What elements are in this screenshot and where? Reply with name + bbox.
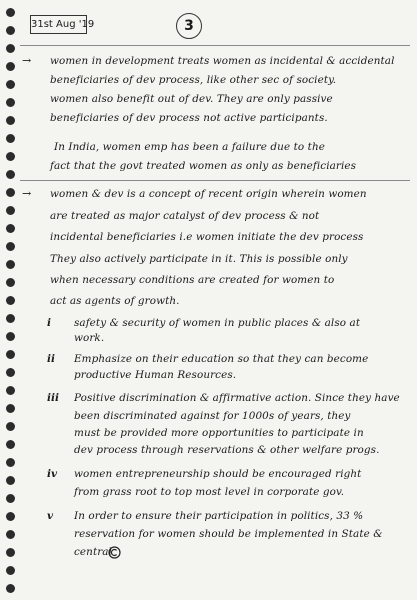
- text-line: In India, women emp has been a failure due to the: [54, 141, 325, 153]
- text-line: incidental beneficiaries i.e women initiate the dev process: [50, 231, 364, 243]
- point-numeral: i: [47, 317, 51, 329]
- point-numeral: ii: [47, 353, 55, 365]
- binding-hole: [6, 584, 15, 593]
- point-numeral: iii: [47, 392, 59, 404]
- binding-hole: [6, 512, 15, 521]
- binding-hole: [6, 404, 15, 413]
- binding-hole: [6, 350, 15, 359]
- text-line: beneficiaries of dev process not active participants.: [50, 112, 328, 124]
- text-line: fact that the govt treated women as only as beneficiaries: [50, 160, 357, 172]
- text-line: beneficiaries of dev process, like other sec of society.: [50, 74, 337, 86]
- text-line: when necessary conditions are created for women to: [50, 274, 335, 286]
- text-line: are treated as major catalyst of dev process & not: [50, 210, 320, 222]
- arrow-icon: →: [22, 187, 32, 200]
- text-line: from grass root to top most level in corporate gov.: [74, 486, 345, 498]
- page-number: 3: [176, 13, 202, 39]
- binding-hole: [6, 188, 15, 197]
- binding-hole: [6, 368, 15, 377]
- binding-hole: [6, 548, 15, 557]
- text-line: women entrepreneurship should be encouraged right: [74, 468, 362, 480]
- text-line: safety & security of women in public places & also at: [74, 317, 361, 329]
- binding-hole: [6, 314, 15, 323]
- binding-hole: [6, 332, 15, 341]
- text-line: women also benefit out of dev. They are only passive: [50, 93, 333, 105]
- text-line: been discriminated against for 1000s of years, they: [74, 410, 351, 422]
- spiral-binding: [6, 8, 18, 598]
- point-numeral: iv: [47, 468, 58, 480]
- binding-hole: [6, 170, 15, 179]
- binding-hole: [6, 8, 15, 17]
- binding-hole: [6, 278, 15, 287]
- text-line: act as agents of growth.: [50, 295, 180, 307]
- binding-hole: [6, 98, 15, 107]
- binding-hole: [6, 242, 15, 251]
- binding-hole: [6, 530, 15, 539]
- divider-line: [20, 180, 410, 181]
- text-line: productive Human Resources.: [74, 369, 237, 381]
- binding-hole: [6, 422, 15, 431]
- text-line: central: [74, 546, 113, 558]
- binding-hole: [6, 224, 15, 233]
- point-numeral: v: [47, 510, 54, 522]
- text-line: must be provided more opportunities to participate in: [74, 427, 364, 439]
- text-line: They also actively participate in it. This is possible only: [50, 253, 348, 265]
- binding-hole: [6, 566, 15, 575]
- binding-hole: [6, 206, 15, 215]
- text-line: In order to ensure their participation in politics, 33 %: [74, 510, 364, 522]
- text-line: women & dev is a concept of recent origin wherein women: [50, 188, 367, 200]
- binding-hole: [6, 44, 15, 53]
- text-line: work.: [74, 332, 105, 344]
- binding-hole: [6, 296, 15, 305]
- circled-c-mark: [108, 546, 121, 559]
- binding-hole: [6, 476, 15, 485]
- text-line: women in development treats women as incidental & accidental: [50, 55, 395, 67]
- arrow-icon: →: [22, 54, 32, 67]
- binding-hole: [6, 386, 15, 395]
- binding-hole: [6, 152, 15, 161]
- text-line: Positive discrimination & affirmative action. Since they have: [74, 392, 400, 404]
- binding-hole: [6, 134, 15, 143]
- text-line: Emphasize on their education so that they can become: [74, 353, 369, 365]
- binding-hole: [6, 80, 15, 89]
- date-box: 31st Aug '19: [30, 15, 87, 34]
- binding-hole: [6, 440, 15, 449]
- text-line: dev process through reservations & other welfare progs.: [74, 444, 380, 456]
- binding-hole: [6, 494, 15, 503]
- binding-hole: [6, 116, 15, 125]
- binding-hole: [6, 260, 15, 269]
- binding-hole: [6, 62, 15, 71]
- text-line: reservation for women should be implemented in State &: [74, 528, 383, 540]
- binding-hole: [6, 458, 15, 467]
- divider-line: [20, 45, 410, 46]
- binding-hole: [6, 26, 15, 35]
